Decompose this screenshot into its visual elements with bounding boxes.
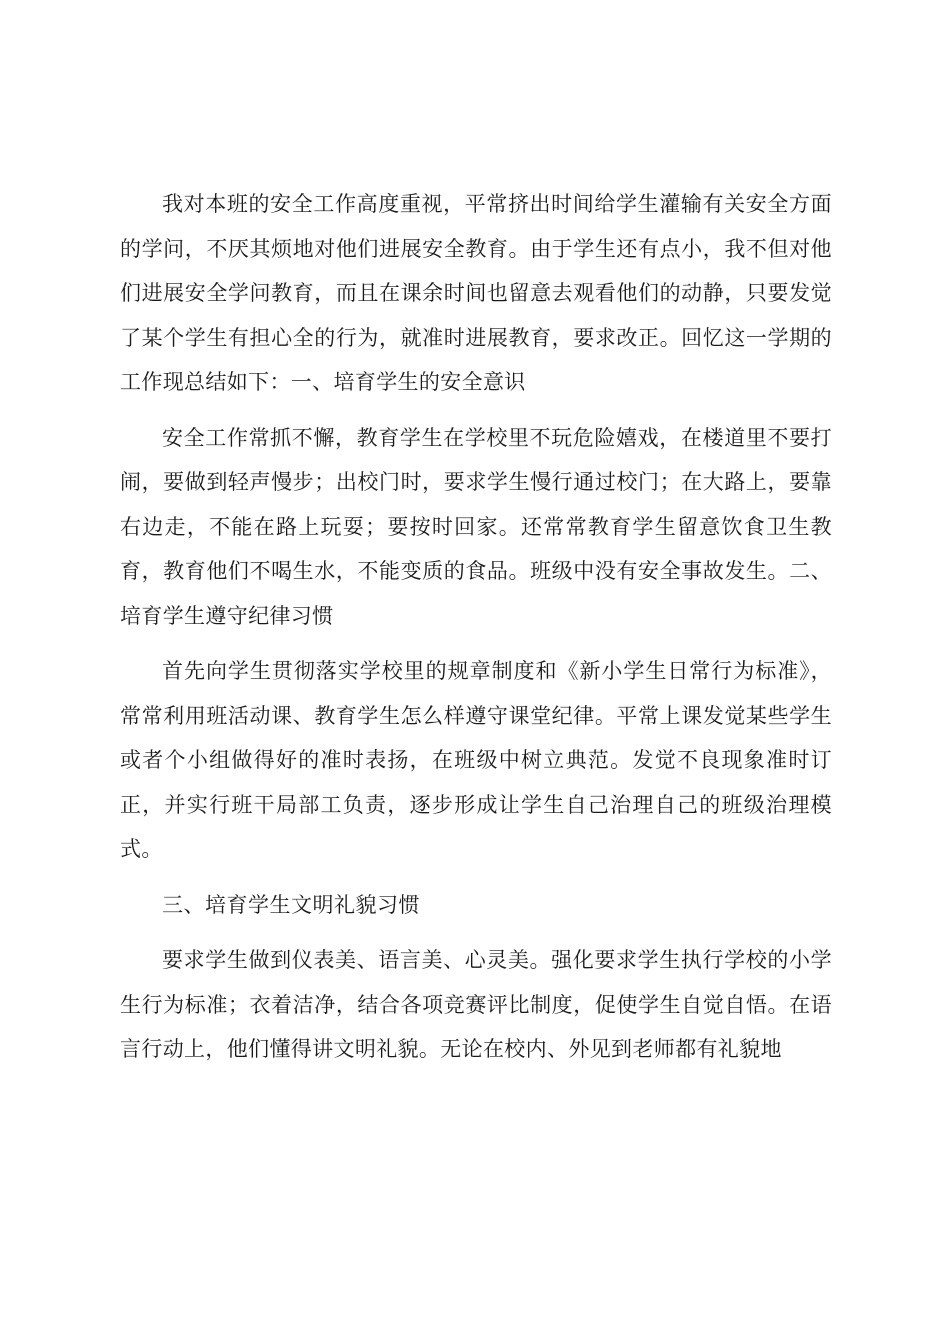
paragraph-safety-intro: 我对本班的安全工作高度重视，平常挤出时间给学生灌输有关安全方面的学问，不厌其烦地对他们进展安全教育。由于学生还有点小，我不但对他们进展安全学问教育，而且在课余时间也留意去观看他们的动静，只要发觉了某个学生有担心全的行为，就准时进展教育，要求改正。回忆这一学期的工作现总结如下：一、培育学生的安全意识	[120, 192, 832, 394]
section-heading-civility: 三、培育学生文明礼貌习惯	[162, 892, 420, 917]
paragraph-discipline: 首先向学生贯彻落实学校里的规章制度和《新小学生日常行为标准》，常常利用班活动课、教育学生怎么样遵守课堂纪律。平常上课发觉某些学生或者个小组做得好的准时表扬，在班级中树立典范。发觉不良现象准时订正，并实行班干局部工负责，逐步形成让学生自己治理自己的班级治理模式。	[120, 659, 832, 861]
paragraph-civility: 要求学生做到仪表美、语言美、心灵美。强化要求学生执行学校的小学生行为标准；衣着洁净，结合各项竞赛评比制度，促使学生自觉自悟。在语言行动上，他们懂得讲文明礼貌。无论在校内、外见到老师都有礼貌地	[120, 948, 832, 1061]
document-page	[120, 182, 832, 1083]
paragraph-safety-awareness: 安全工作常抓不懈，教育学生在学校里不玩危险嬉戏，在楼道里不要打闹，要做到轻声慢步；出校门时，要求学生慢行通过校门；在大路上，要靠右边走，不能在路上玩耍；要按时回家。还常常教育学生留意饮食卫生教育，教育他们不喝生水，不能变质的食品。班级中没有安全事故发生。二、培育学生遵守纪律习惯	[120, 425, 832, 628]
